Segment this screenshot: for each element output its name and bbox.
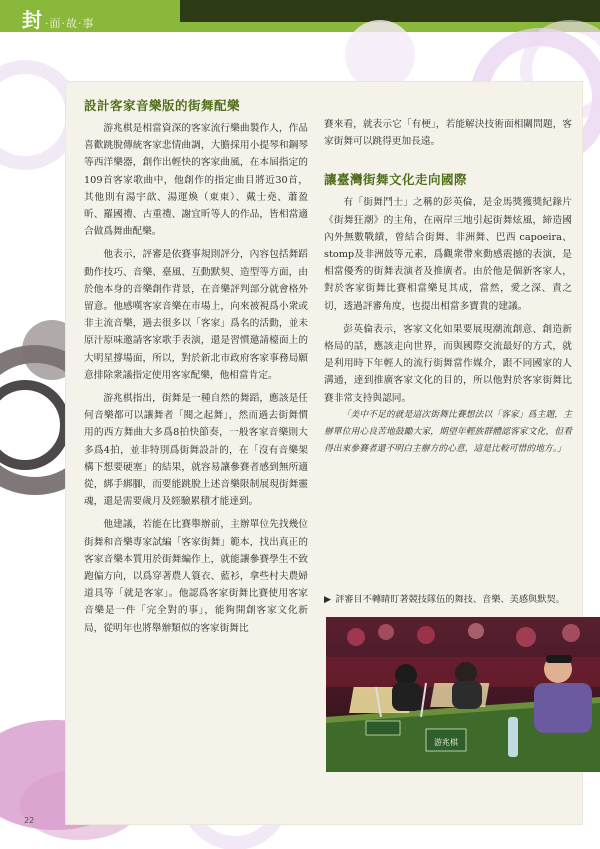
left-paragraph-1: 游兆棋是相當資深的客家流行樂曲製作人，作品喜歡跳脫傳統客家悲情曲調，大膽採用小提琴和鋼琴等西洋樂器，創作出輕快的客家曲風，在本屆指定的109首客家歌曲中，他創作的指定曲目將近30首，其他則有湯宇歆、湯運煥（東東）、戴士堯、蕭盈昕、羅國禮、古重禮、謝宜昕等人的作品，皆相當適合做爲舞曲配樂。: [84, 123, 308, 238]
header-dark-block: [180, 0, 600, 22]
right-intro-paragraph: 賽來看，就表示它「有梗」，若能解決技術面相關問題，客家街舞可以跳得更加長遠。: [324, 119, 572, 148]
left-paragraph-2: 他表示，評審是依賽事規則評分，內容包括舞蹈動作技巧、音樂、臺風、互動默契、造型等方面，由於他本身的音樂創作背景，在音樂評判部分就會格外留意。他感嘆客家音樂在市場上，向來被視爲小衆或非主流音樂，過去很多以「客家」爲名的活動，並未原汁原味邀請客家歌手表演，還是習慣邀請檯面上的大明星撐場面，所以，對於新北市政府客家事務局願意排除衆議指定使用客家配樂，他相當肯定。: [84, 249, 308, 381]
section-title-main: 封: [22, 8, 42, 32]
caption-marker-icon: ▶: [324, 594, 332, 605]
left-paragraph-4: 他建議，若能在比賽舉辦前，主辦單位先找幾位街舞和音樂專家試編「客家街舞」範本，找出真正的客家音樂本質用於街舞編作上，就能讓參賽學生不致跑偏方向，以爲穿著農人簑衣、藍衫，拿些村夫農婦道具等「就是客家」。他認爲客家街舞比賽使用客家音樂是一件「完全對的事」，能夠開創客家文化新局，從明年也將舉辦類似的客家街舞比: [84, 519, 308, 634]
photo-caption: [324, 593, 584, 606]
decor-circle-top: [345, 20, 415, 90]
right-paragraph-1: 有「街舞鬥士」之稱的彭英倫，是金馬獎獲獎紀錄片《街舞狂潮》的主角，在兩岸三地引起街舞炫風，締造國內外無數戰績，曾結合街舞、非洲舞、巴西 capoeira、stomp及非洲鼓等元素，爲觀衆帶來動感震撼的表演，是相當優秀的街舞表演者及推廣者。由於他是個新客家人，對於客家街舞比賽相當樂見其成，當然，愛之深、責之切，透過評審角度，也提出相當多寶貴的建議。: [324, 197, 572, 312]
left-paragraph-3: 游兆棋指出，街舞是一種自然的舞蹈，應該是任何音樂都可以讓舞者「閱之起舞」，然而過去街舞慣用的西方舞曲大多爲8拍快節奏，一般客家音樂則大多爲4拍，並非特別爲街舞設計的，在「沒有音樂架構下想要硬塞」的結果，就容易讓參賽者感到無所適從，綁手綁腳，而要能跳脫上述音樂限制展現街舞靈魂，還是需要歲月及經驗累積才能達到。: [84, 393, 308, 508]
section-title-sub: ·面·故·事: [45, 17, 95, 30]
nameplate-text: 游兆棋: [434, 738, 458, 747]
section-title: [22, 4, 95, 33]
judges-photo-illustration: [326, 617, 600, 772]
article-right-column: [324, 116, 572, 458]
right-paragraph-2: 彭英倫表示，客家文化如果要展現潮流創意、創造新格局的話，應該走向世界，而與國際交流最好的方式，就是利用時下年輕人的流行街舞當作媒介，跟不同國家的人溝通，達到推廣客家文化的目的，所以他對於客家街舞比賽非常支持與認同。: [324, 323, 572, 404]
judges-photo: [326, 617, 600, 772]
right-quote: 「美中不足的就是這次街舞比賽想法以「客家」爲主題，主辦單位用心良苦地鼓勵大家，期望年輕族群體認客家文化，但看得出來參賽者還不明白主辦方的心意，這是比較可惜的地方。」: [324, 409, 572, 454]
heading-music: 設計客家音樂版的街舞配樂: [84, 98, 241, 113]
article-left-column: [84, 96, 308, 637]
page-number: 22: [24, 816, 35, 825]
caption-text: 評審目不轉睛盯著競技隊伍的舞技、音樂、美感與默契。: [335, 594, 565, 605]
heading-international: 讓臺灣街舞文化走向國際: [324, 172, 468, 188]
